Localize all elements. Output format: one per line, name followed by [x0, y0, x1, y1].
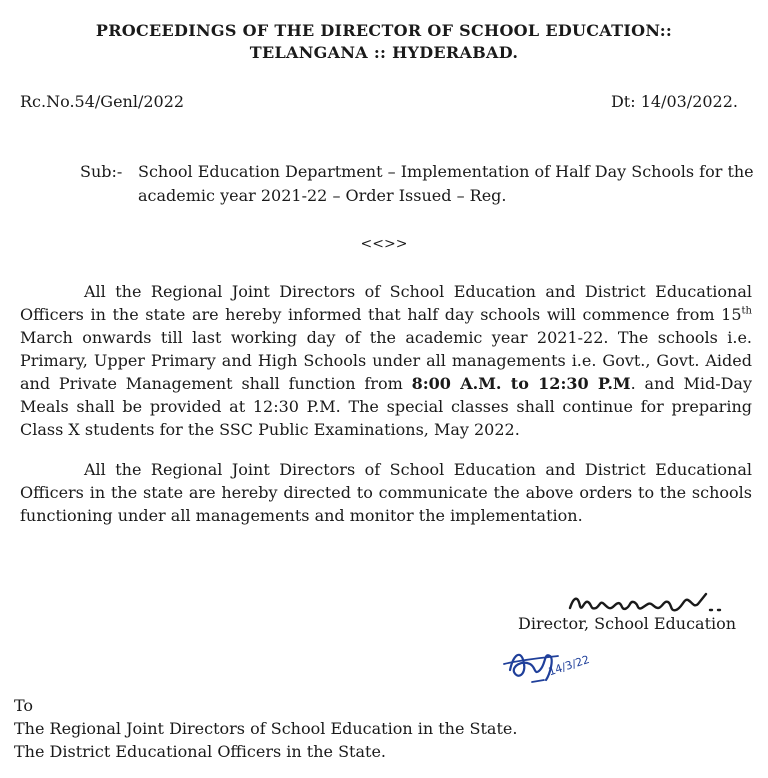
para1-text-1: All the Regional Joint Directors of School Education and District Educational Officers in the state are hereby informed that half day schools will commence from 15: [20, 282, 752, 324]
subject-block: [80, 160, 760, 208]
document-title: [0, 20, 768, 64]
subject-label: Sub:-: [80, 162, 123, 181]
recipient-item: The Regional Joint Directors of School Education in the State.: [14, 719, 518, 738]
signatory-designation: Director, School Education: [518, 614, 737, 633]
subject-text: School Education Department – Implementation of Half Day Schools for the academic year 2021-22 – Order Issued – Reg.: [138, 162, 754, 205]
body-paragraph-2: All the Regional Joint Directors of School Education and District Educational Officers in the state are hereby directed to communicate the above orders to the schools functioning under all managements and monitor the implementation.: [20, 460, 752, 525]
para1-text-3: . and Mid-Day Meals shall be provided at 12:30 P.M. The special classes shall continue for preparing Class X students for the SSC Public Examinations, May 2022.: [20, 374, 753, 439]
order-date: Dt: 14/03/2022.: [610, 92, 738, 111]
body-paragraph-1: [20, 280, 752, 441]
recipients-block: [14, 694, 517, 763]
initial-date: 14/3/22: [546, 652, 592, 679]
title-line-2: TELANGANA :: HYDERABAD.: [249, 43, 519, 62]
para1-superscript: th: [741, 305, 752, 317]
to-label: To: [14, 696, 34, 715]
school-timings: 8:00 A.M. to 12:30 P.M: [411, 374, 631, 393]
reference-number: Rc.No.54/Genl/2022: [20, 92, 185, 111]
para1-text-2: March onwards till last working day of the academic year 2021-22. The schools i.e. Primary, Upper Primary and High Schools under all managements i.e. Govt., Govt. Aided and Private Management shall function from: [20, 328, 752, 393]
ink-initials: [500, 630, 620, 690]
title-line-1: PROCEEDINGS OF THE DIRECTOR OF SCHOOL EDUCATION::: [95, 21, 673, 40]
recipient-item: The District Educational Officers in the State.: [14, 742, 386, 761]
section-separator: <<>>: [360, 236, 408, 252]
